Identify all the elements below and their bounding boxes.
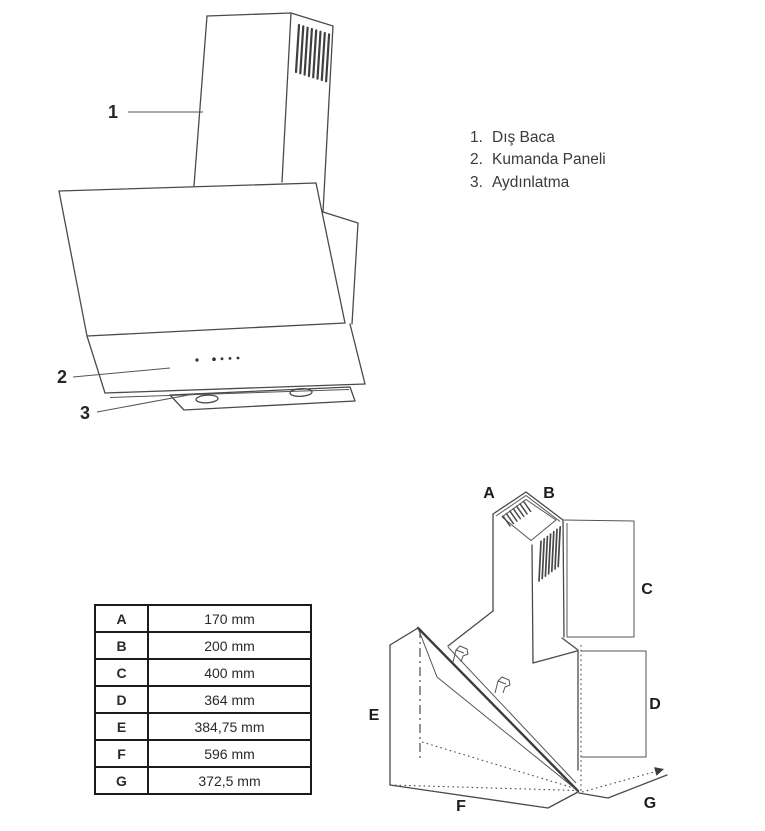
diagram-glass-panel <box>418 628 578 791</box>
part-label: Aydınlatma <box>492 173 570 191</box>
part-number: 2. <box>470 151 483 169</box>
diagram-body <box>448 611 578 770</box>
dim-letter-cell: C <box>95 659 148 686</box>
table-row <box>95 632 311 659</box>
lamp-left <box>196 395 218 404</box>
dim-letter-cell: G <box>95 767 148 794</box>
top-edge-line <box>390 628 418 645</box>
dim-label-G: G <box>643 795 657 812</box>
mounting-bracket-2 <box>495 677 510 693</box>
dim-value-cell: 170 mm <box>148 605 311 632</box>
table-row <box>95 713 311 740</box>
table-row <box>95 767 311 794</box>
side-panel <box>323 212 358 324</box>
table-row <box>95 686 311 713</box>
dim-label-F: F <box>456 798 466 815</box>
dim-value-cell: 596 mm <box>148 740 311 767</box>
dim-value-cell: 372,5 mm <box>148 767 311 794</box>
dim-box-C <box>563 520 634 637</box>
hood-illustration <box>0 0 400 440</box>
dim-label-D: D <box>649 696 661 713</box>
svg-text:1: 1 <box>107 102 119 122</box>
control-panel-band <box>87 324 365 398</box>
svg-text:3: 3 <box>79 403 91 423</box>
callout-2 <box>57 367 170 387</box>
parts-list-item <box>470 172 606 194</box>
chimney-duct <box>194 13 333 212</box>
glass-panel <box>59 183 345 336</box>
parts-list <box>470 127 606 194</box>
dimensions-table <box>94 604 312 795</box>
touch-control-dots <box>195 357 239 362</box>
part-number: 1. <box>470 129 483 146</box>
dim-letter-cell: D <box>95 686 148 713</box>
part-label: Kumanda Paneli <box>492 151 606 169</box>
diagram-vent-grille-icon <box>539 527 560 581</box>
dim-letter-cell: E <box>95 713 148 740</box>
diagram-chimney <box>493 492 564 663</box>
diagram-base <box>390 742 667 808</box>
table-row <box>95 605 311 632</box>
dim-label-E: E <box>368 707 380 724</box>
parts-list-item <box>470 127 606 149</box>
dim-value-cell: 364 mm <box>148 686 311 713</box>
parts-list-item <box>470 149 606 171</box>
table-row <box>95 659 311 686</box>
dim-value-cell: 384,75 mm <box>148 713 311 740</box>
table-row <box>95 740 311 767</box>
part-number: 3. <box>470 173 483 191</box>
dim-box-D <box>581 651 646 757</box>
dim-label-C: C <box>641 581 653 598</box>
svg-text:2: 2 <box>56 367 68 387</box>
dim-letter-cell: A <box>95 605 148 632</box>
dim-letter-cell: B <box>95 632 148 659</box>
dim-letter-cell: F <box>95 740 148 767</box>
dim-label-B: B <box>543 485 555 502</box>
dim-value-cell: 400 mm <box>148 659 311 686</box>
arrowhead-icon <box>654 767 664 776</box>
callout-3 <box>80 394 194 423</box>
dim-label-A: A <box>483 485 495 502</box>
dimension-diagram <box>365 470 765 831</box>
vent-grille-icon <box>296 25 329 81</box>
part-label: Dış Baca <box>492 129 555 146</box>
dim-value-cell: 200 mm <box>148 632 311 659</box>
callout-1 <box>108 102 203 122</box>
